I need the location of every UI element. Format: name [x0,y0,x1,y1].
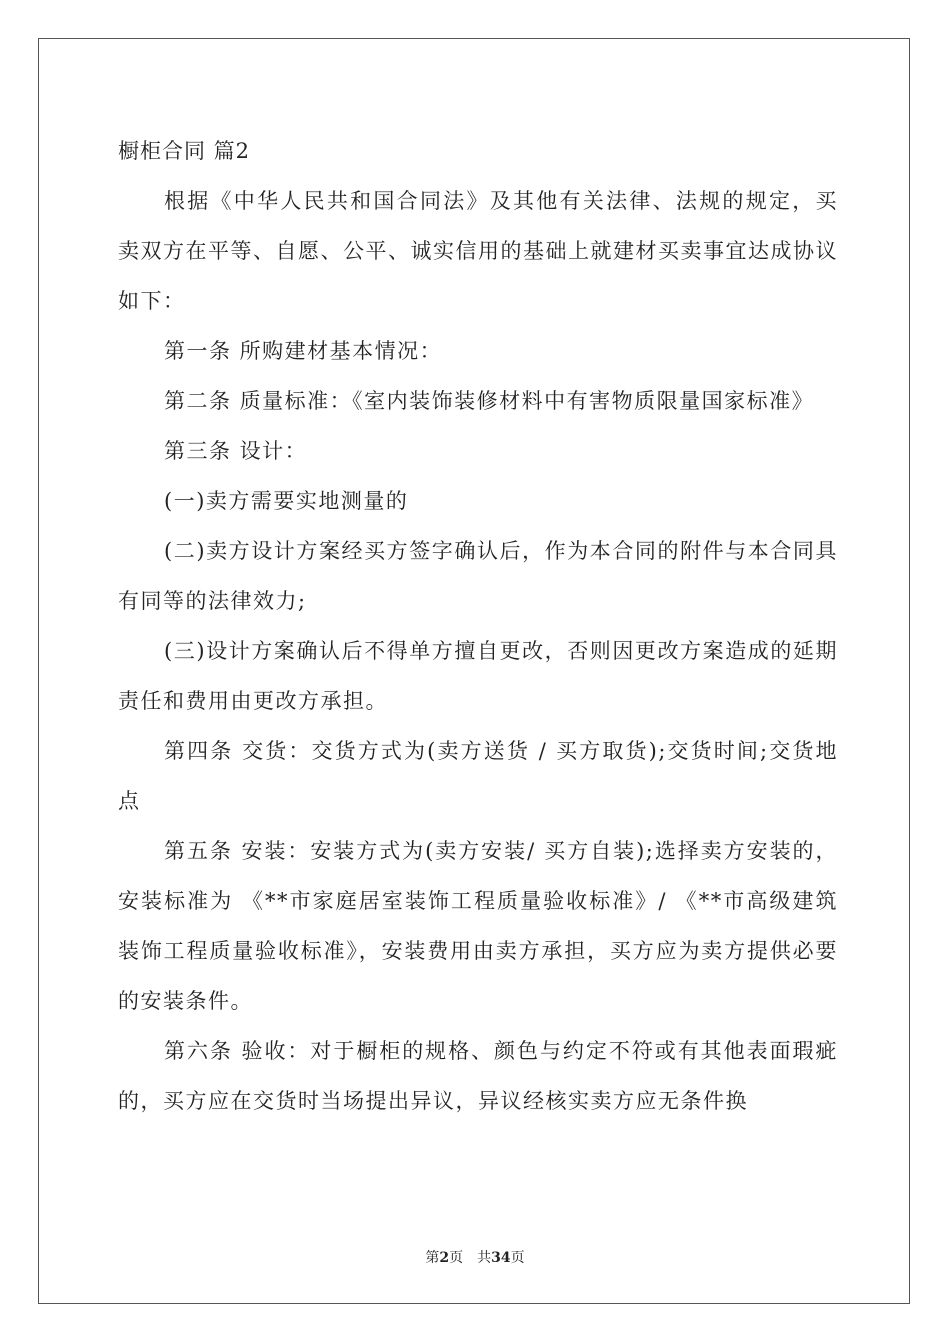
paragraph-article-3-item-1: (一)卖方需要实地测量的 [164,489,409,513]
paragraph-article-2: 第二条 质量标准：《室内装饰装修材料中有害物质限量国家标准》 [164,389,815,413]
paragraph-article-5: 第五条 安装：安装方式为(卖方安装/ 买方自装);选择卖方安装的，安装标准为 《**市家庭居室装饰工程质量验收标准》/ 《**市高级建筑装饰工程质量验收标准》，安装费用由卖方承担，买方应为卖方提供必要的安装条件。 [118,839,838,1013]
paragraph-article-4: 第四条 交货：交货方式为(卖方送货 / 买方取货);交货时间;交货地点 [118,739,838,813]
footer-total-suffix: 页 [510,1250,525,1266]
footer-total-prefix: 共 [477,1250,492,1266]
paragraph-article-3-item-2: (二)卖方设计方案经买方签字确认后，作为本合同的附件与本合同具有同等的法律效力; [118,539,838,613]
document-title: 橱柜合同 篇2 [118,139,251,163]
paragraph-article-6: 第六条 验收：对于橱柜的规格、颜色与约定不符或有其他表面瑕疵的，买方应在交货时当场提出异议，异议经核实卖方应无条件换 [118,1039,838,1113]
footer-page-prefix: 第 [425,1250,440,1266]
document-body [118,126,838,1126]
paragraph-preamble: 根据《中华人民共和国合同法》及其他有关法律、法规的规定，买卖双方在平等、自愿、公平、诚实信用的基础上就建材买卖事宜达成协议如下： [118,189,838,313]
footer-page-suffix: 页 [449,1250,464,1266]
footer-total-pages: 34 [491,1250,511,1266]
footer-page-number: 2 [439,1250,450,1266]
page-footer [0,1247,950,1267]
paragraph-article-3: 第三条 设计： [164,439,308,463]
paragraph-article-3-item-3: (三)设计方案确认后不得单方擅自更改，否则因更改方案造成的延期责任和费用由更改方承担。 [118,639,838,713]
paragraph-article-1: 第一条 所购建材基本情况： [164,339,443,363]
